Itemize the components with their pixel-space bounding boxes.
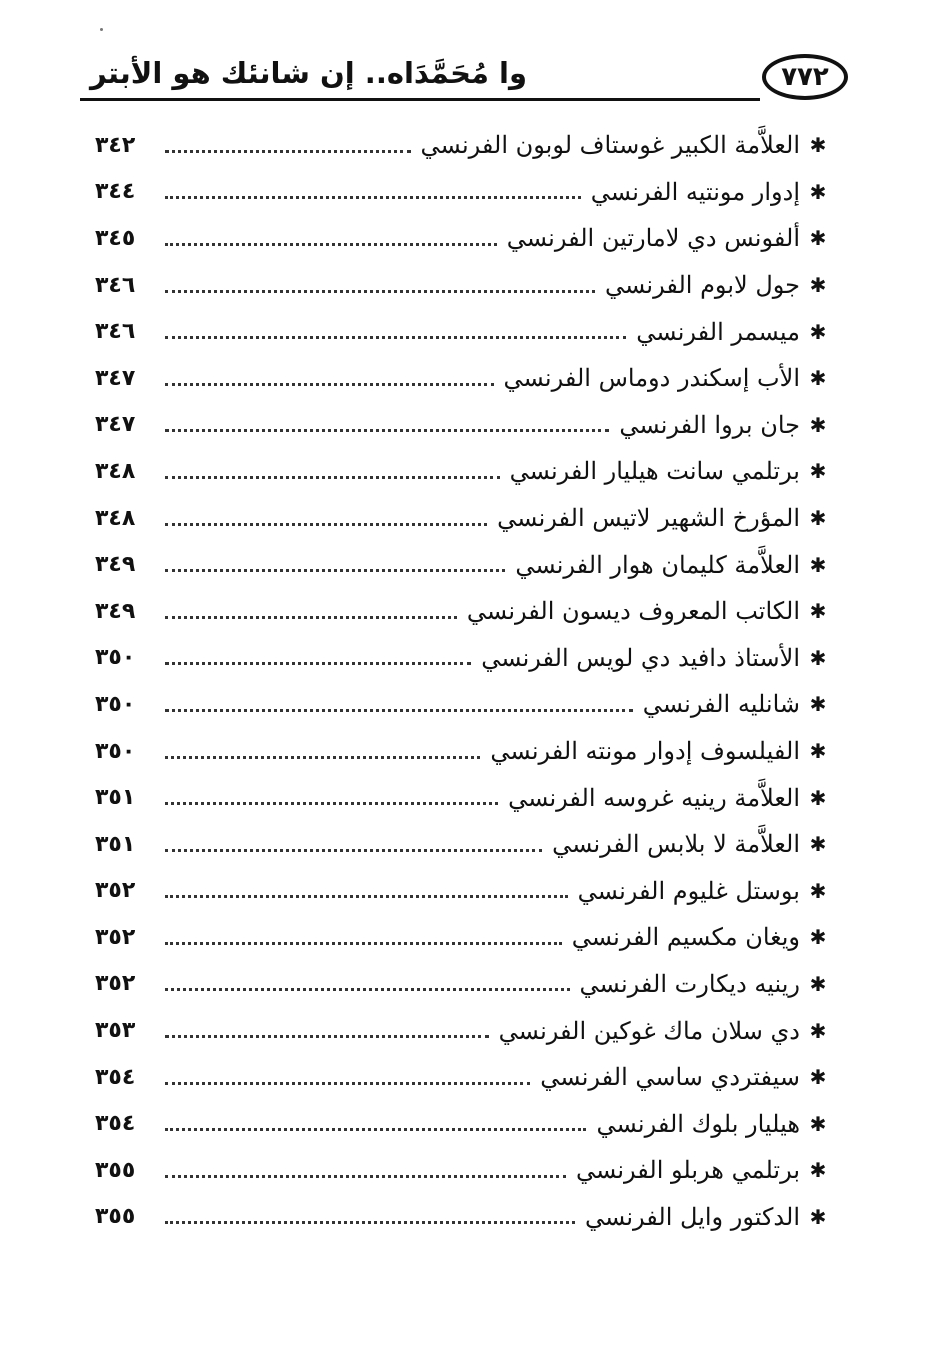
toc-entry-page-number: ٣٥٥ [95,1157,136,1183]
toc-entry-title: جان بروا الفرنسي [619,410,800,439]
toc-entry [95,914,830,961]
toc-entry-title: هيليار بلوك الفرنسي [596,1109,800,1138]
toc-entry-title: رينيه ديكارت الفرنسي [579,969,800,998]
toc-entry [95,448,830,495]
toc-entry-title: ويغان مكسيم الفرنسي [571,923,800,952]
dot-leader [165,1175,566,1178]
toc-entry-page-number: ٣٥٠ [95,738,136,764]
toc-entry-title: العلاَّمة لا بلابس الفرنسي [552,830,800,859]
asterisk-bullet-icon: ✱ [809,459,827,484]
toc-entry-title: الأب إسكندر دوماس الفرنسي [503,364,800,393]
toc-entry [95,681,830,728]
dot-leader [165,243,497,246]
asterisk-bullet-icon: ✱ [809,692,827,717]
asterisk-bullet-icon: ✱ [809,273,827,298]
toc-entry-page-number: ٣٥٤ [95,1111,136,1137]
asterisk-bullet-icon: ✱ [809,599,827,624]
dot-leader [165,196,581,199]
asterisk-bullet-icon: ✱ [809,739,827,764]
toc-entry [95,868,830,915]
toc-entry [95,635,830,682]
page-number: ٧٧٢ [781,62,829,92]
toc-entry [95,402,830,449]
toc-entry [95,1054,830,1101]
asterisk-bullet-icon: ✱ [809,785,827,810]
asterisk-bullet-icon: ✱ [809,366,827,391]
toc-entry-page-number: ٣٤٢ [95,132,136,158]
dot-leader [165,336,626,339]
toc-entry [95,1100,830,1147]
toc-entry [95,728,830,775]
dot-leader [165,616,457,619]
toc-entry-title: الفيلسوف إدوار مونته الفرنسي [490,737,800,766]
asterisk-bullet-icon: ✱ [809,179,827,204]
toc-entry-page-number: ٣٥٢ [95,971,136,997]
toc-entry-page-number: ٣٤٩ [95,552,136,578]
asterisk-bullet-icon: ✱ [809,552,827,577]
dot-leader [165,988,570,991]
asterisk-bullet-icon: ✱ [809,645,827,670]
asterisk-bullet-icon: ✱ [809,412,827,437]
dot-leader [165,662,471,665]
toc-entry-title: الكاتب المعروف ديسون الفرنسي [466,597,800,626]
toc-entry [95,588,830,635]
running-head-title: وا مُحَمَّدَاه.. إن شانئك هو الأبتر [90,56,528,90]
toc-entry [95,262,830,309]
toc-entry-page-number: ٣٥٠ [95,645,136,671]
toc-entry-page-number: ٣٤٨ [95,505,136,531]
asterisk-bullet-icon: ✱ [809,1065,827,1090]
toc-entry-page-number: ٣٤٤ [95,179,136,205]
header-rule [80,98,760,101]
dot-leader [165,476,500,479]
toc-entry-page-number: ٣٤٧ [95,365,136,391]
toc-entry-page-number: ٣٤٧ [95,412,136,438]
toc-entry-page-number: ٣٥١ [95,785,136,811]
toc-entry-title: الأستاذ دافيد دي لويس الفرنسي [481,643,800,672]
dot-leader [165,756,480,759]
toc-entry-title: جول لابوم الفرنسي [604,271,800,300]
toc-entry-page-number: ٣٥١ [95,831,136,857]
dot-leader [165,429,609,432]
toc-entry-title: المؤرخ الشهير لاتيس الفرنسي [497,504,800,533]
toc-entry [95,1194,830,1241]
asterisk-bullet-icon: ✱ [809,1018,827,1043]
toc-entry [95,821,830,868]
toc-entry-title: العلاَّمة رينيه غروسه الفرنسي [508,783,800,812]
table-of-contents-list [95,122,830,1240]
toc-entry [95,308,830,355]
toc-entry-page-number: ٣٤٦ [95,319,136,345]
toc-entry [95,961,830,1008]
toc-entry-title: ميسمر الفرنسي [636,317,800,346]
asterisk-bullet-icon: ✱ [809,925,827,950]
dot-leader [165,942,562,945]
toc-entry-title: سيفتردي ساسي الفرنسي [540,1063,800,1092]
toc-entry-page-number: ٣٥٢ [95,924,136,950]
toc-entry-page-number: ٣٥٣ [95,1018,136,1044]
toc-entry [95,169,830,216]
toc-entry-title: العلاَّمة كليمان هوار الفرنسي [515,550,800,579]
asterisk-bullet-icon: ✱ [809,133,827,158]
toc-entry [95,774,830,821]
toc-entry [95,1147,830,1194]
toc-entry-page-number: ٣٥٥ [95,1204,136,1230]
toc-entry-page-number: ٣٥٢ [95,878,136,904]
toc-entry-title: إدوار مونتيه الفرنسي [590,177,800,206]
dot-leader [165,709,633,712]
toc-entry-page-number: ٣٥٤ [95,1064,136,1090]
toc-entry [95,122,830,169]
dot-leader [165,523,487,526]
asterisk-bullet-icon: ✱ [809,319,827,344]
toc-entry-page-number: ٣٤٥ [95,225,136,251]
asterisk-bullet-icon: ✱ [809,878,827,903]
page-number-badge [762,54,848,100]
dot-leader [165,569,505,572]
dot-leader [165,1035,489,1038]
toc-entry-title: ألفونس دي لامارتين الفرنسي [506,224,800,253]
toc-entry-title: بوستل غليوم الفرنسي [577,876,800,905]
dot-leader [165,383,494,386]
toc-entry-page-number: ٣٤٨ [95,458,136,484]
toc-entry [95,355,830,402]
toc-entry [95,495,830,542]
page-header [80,52,848,108]
asterisk-bullet-icon: ✱ [809,832,827,857]
dot-leader [165,1221,575,1224]
asterisk-bullet-icon: ✱ [809,1158,827,1183]
dot-leader [165,150,411,153]
toc-entry-title: برتلمي هربلو الفرنسي [575,1156,800,1185]
toc-entry [95,215,830,262]
asterisk-bullet-icon: ✱ [809,226,827,251]
toc-entry-title: العلاَّمة الكبير غوستاف لوبون الفرنسي [420,131,800,160]
asterisk-bullet-icon: ✱ [809,506,827,531]
toc-entry [95,541,830,588]
dot-leader [165,802,498,805]
toc-entry-title: برتلمي سانت هيليار الفرنسي [509,457,800,486]
toc-entry-page-number: ٣٥٠ [95,691,136,717]
asterisk-bullet-icon: ✱ [809,1111,827,1136]
dot-leader [165,895,568,898]
toc-entry-title: شانليه الفرنسي [642,690,800,719]
dot-leader [165,849,542,852]
toc-entry-title: دي سلان ماك غوكين الفرنسي [498,1016,800,1045]
dot-leader [165,1082,530,1085]
toc-entry-page-number: ٣٤٩ [95,598,136,624]
scan-speck [100,28,103,31]
dot-leader [165,290,595,293]
toc-entry [95,1007,830,1054]
toc-entry-page-number: ٣٤٦ [95,272,136,298]
toc-entry-title: الدكتور وايل الفرنسي [584,1202,800,1231]
asterisk-bullet-icon: ✱ [809,971,827,996]
dot-leader [165,1128,586,1131]
asterisk-bullet-icon: ✱ [809,1204,827,1229]
